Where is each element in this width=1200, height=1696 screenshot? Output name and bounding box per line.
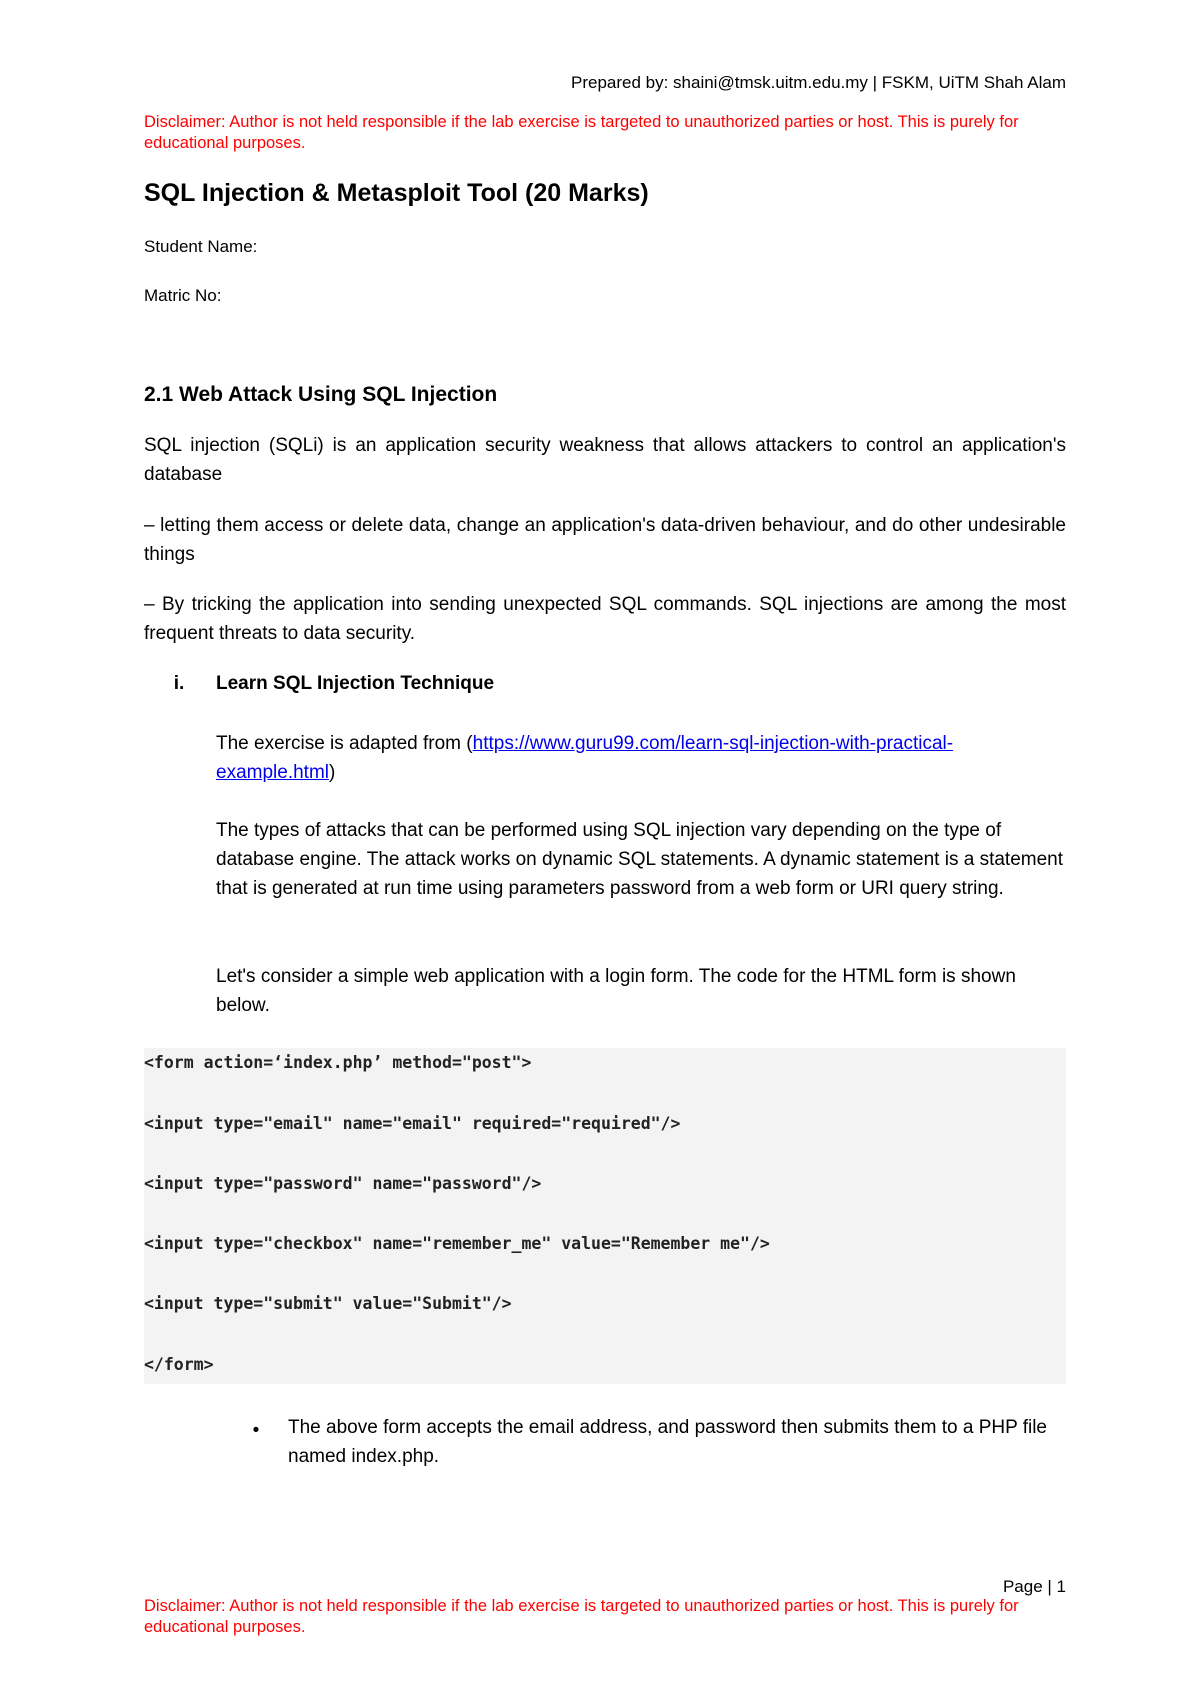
subsection-heading: Learn SQL Injection Technique	[216, 673, 495, 694]
bullet-icon: •	[252, 1420, 260, 1441]
code-line: </form>	[144, 1355, 214, 1374]
document-title: SQL Injection & Metasploit Tool (20 Marks)	[144, 179, 649, 207]
section-paragraph: – By tricking the application into sending unexpected SQL commands. SQL injections are among the most frequent threats to data security.	[144, 594, 1066, 644]
section-title: 2.1 Web Attack Using SQL Injection	[144, 383, 498, 406]
source-link[interactable]: https://www.guru99.com/learn-sql-injection-with-practical-example.html	[216, 733, 954, 783]
code-line: <input type="checkbox" name="remember_me" value="Remember me"/>	[144, 1234, 770, 1253]
bullet-item: The above form accepts the email address, and password then submits them to a PHP file named index.php.	[288, 1417, 1047, 1467]
adapted-suffix: )	[329, 762, 336, 783]
matric-number-label: Matric No:	[144, 286, 222, 305]
code-block	[144, 1048, 1066, 1384]
login-form-paragraph: Let's consider a simple web application with a login form. The code for the HTML form is shown below.	[216, 966, 1016, 1016]
page-number: Page | 1	[1002, 1577, 1066, 1596]
section-paragraph: SQL injection (SQLi) is an application security weakness that allows attackers to control an application's database	[144, 435, 1066, 485]
code-line: <form action=‘index.php’ method="post">	[144, 1053, 532, 1072]
adapted-from-paragraph	[216, 729, 1066, 787]
adapted-prefix: The exercise is adapted from (	[216, 733, 473, 754]
list-marker: i.	[173, 673, 185, 694]
code-line: <input type="submit" value="Submit"/>	[144, 1294, 512, 1313]
attack-types-paragraph: The types of attacks that can be performed using SQL injection vary depending on the type of database engine. The attack works on dynamic SQL statements. A dynamic statement is a statement that is generated at run time using parameters password from a web form or URI query string.	[216, 820, 1064, 899]
disclaimer-bottom: Disclaimer: Author is not held responsible if the lab exercise is targeted to unauthorized parties or host. This is purely for educational purposes.	[144, 1597, 1019, 1636]
code-line: <input type="email" name="email" required="required"/>	[144, 1114, 681, 1133]
section-paragraph: – letting them access or delete data, change an application's data-driven behaviour, and do other undesirable things	[144, 515, 1066, 565]
student-name-label: Student Name:	[144, 237, 258, 256]
code-line: <input type="password" name="password"/>	[144, 1174, 542, 1193]
page-header: Prepared by: shaini@tmsk.uitm.edu.my | FSKM, UiTM Shah Alam	[570, 73, 1066, 92]
disclaimer-top: Disclaimer: Author is not held responsible if the lab exercise is targeted to unauthorized parties or host. This is purely for educational purposes.	[144, 113, 1019, 152]
